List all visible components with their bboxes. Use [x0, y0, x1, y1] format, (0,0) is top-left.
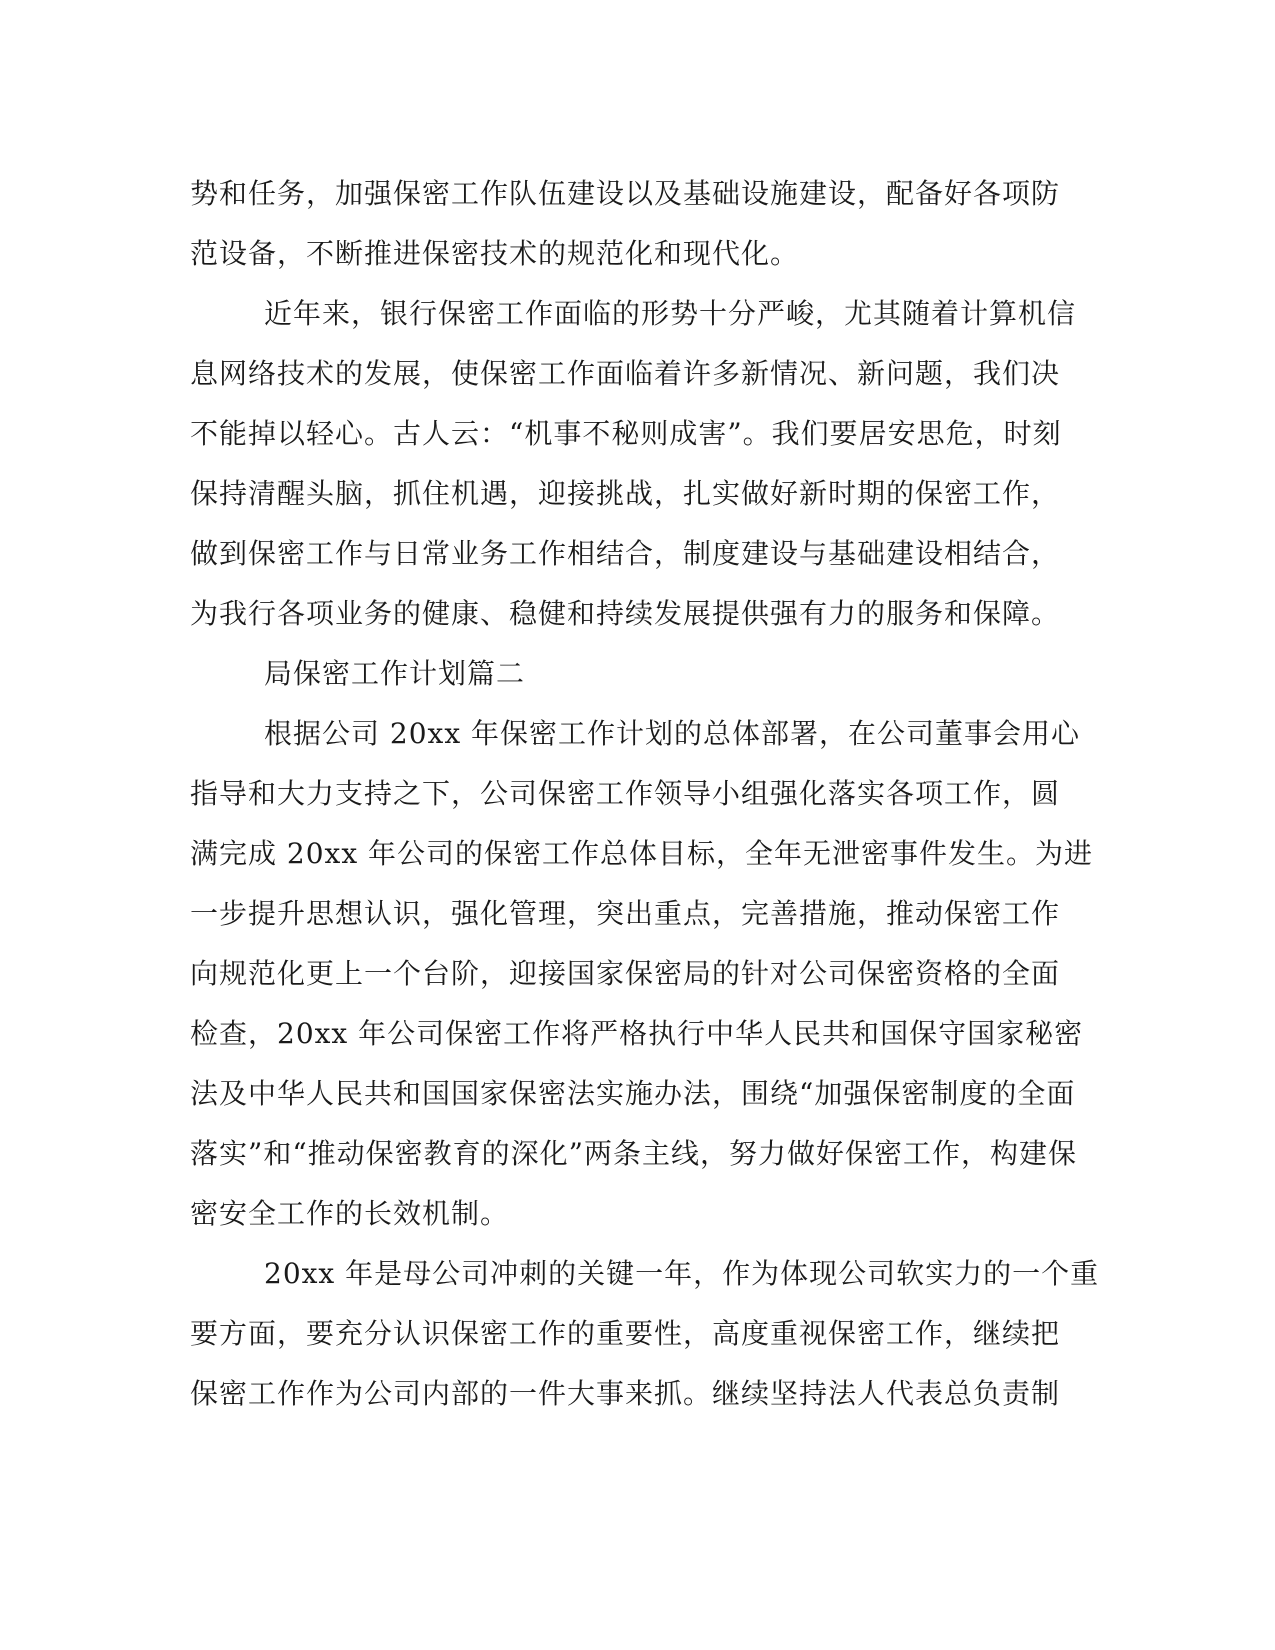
text-line: 为我行各项业务的健康、稳健和持续发展提供强有力的服务和保障。	[190, 597, 1061, 630]
text-line: 检查，20xx 年公司保密工作将严格执行中华人民共和国保守国家秘密	[190, 1017, 1084, 1050]
text-line: 20xx 年是母公司冲刺的关键一年，作为体现公司软实力的一个重	[264, 1257, 1100, 1290]
text-line: 范设备，不断推进保密技术的规范化和现代化。	[190, 237, 800, 270]
text-line: 满完成 20xx 年公司的保密工作总体目标，全年无泄密事件发生。为进	[190, 837, 1094, 870]
text-line: 不能掉以轻心。古人云：“机事不秘则成害”。我们要居安思危，时刻	[190, 417, 1062, 450]
text-line: 一步提升思想认识，强化管理，突出重点，完善措施，推动保密工作	[190, 897, 1061, 930]
text-line: 指导和大力支持之下，公司保密工作领导小组强化落实各项工作，圆	[190, 777, 1061, 810]
text-line: 做到保密工作与日常业务工作相结合，制度建设与基础建设相结合，	[190, 537, 1061, 570]
text-line: 势和任务，加强保密工作队伍建设以及基础设施建设，配备好各项防	[190, 177, 1061, 210]
text-line: 向规范化更上一个台阶，迎接国家保密局的针对公司保密资格的全面	[190, 957, 1061, 990]
text-line: 密安全工作的长效机制。	[190, 1197, 510, 1230]
text-line: 法及中华人民共和国国家保密法实施办法，围绕“加强保密制度的全面	[190, 1077, 1076, 1110]
text-line: 息网络技术的发展，使保密工作面临着许多新情况、新问题，我们决	[190, 357, 1061, 390]
text-line: 近年来，银行保密工作面临的形势十分严峻，尤其随着计算机信	[264, 297, 1077, 330]
text-line: 根据公司 20xx 年保密工作计划的总体部署，在公司董事会用心	[264, 717, 1081, 750]
section-heading: 局保密工作计划篇二	[264, 657, 526, 690]
text-line: 落实”和“推动保密教育的深化”两条主线，努力做好保密工作，构建保	[190, 1137, 1077, 1170]
document-body	[190, 164, 1100, 1424]
text-line: 要方面，要充分认识保密工作的重要性，高度重视保密工作，继续把	[190, 1317, 1061, 1350]
text-line: 保持清醒头脑，抓住机遇，迎接挑战，扎实做好新时期的保密工作，	[190, 477, 1061, 510]
text-line: 保密工作作为公司内部的一件大事来抓。继续坚持法人代表总负责制	[190, 1377, 1061, 1410]
